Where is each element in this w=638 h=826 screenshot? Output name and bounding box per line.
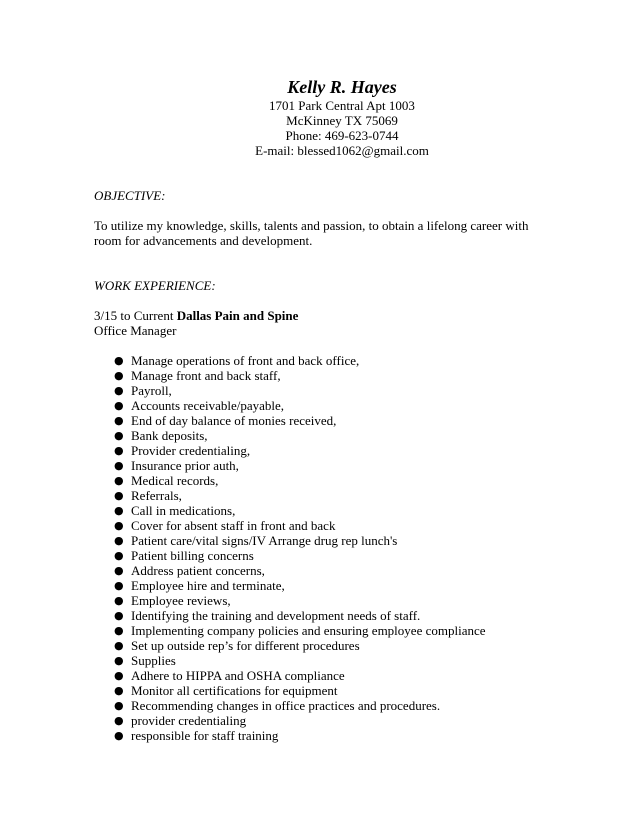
bullet-icon: ● <box>114 609 124 622</box>
duty-text: Adhere to HIPPA and OSHA compliance <box>131 668 345 683</box>
duty-item <box>94 668 546 683</box>
duty-text: Bank deposits, <box>131 428 208 443</box>
duty-item <box>94 698 546 713</box>
bullet-icon: ● <box>114 519 124 532</box>
duty-item <box>94 458 546 473</box>
bullet-icon: ● <box>114 489 124 502</box>
bullet-icon: ● <box>114 594 124 607</box>
bullet-icon: ● <box>114 639 124 652</box>
bullet-icon: ● <box>114 369 124 382</box>
bullet-icon: ● <box>114 444 124 457</box>
duty-item <box>94 413 546 428</box>
duty-item <box>94 653 546 668</box>
bullet-icon: ● <box>114 564 124 577</box>
duty-text: responsible for staff training <box>131 728 279 743</box>
duty-item <box>94 473 546 488</box>
bullet-icon: ● <box>114 399 124 412</box>
duty-text: Recommending changes in office practices and procedures. <box>131 698 441 713</box>
bullet-icon: ● <box>114 414 124 427</box>
resume-header <box>94 76 546 158</box>
duty-item <box>94 623 546 638</box>
job-dates: 3/15 to Current <box>94 308 174 323</box>
duty-text: Payroll, <box>131 383 172 398</box>
objective-heading: OBJECTIVE: <box>94 188 166 203</box>
duty-text: Employee reviews, <box>131 593 231 608</box>
duty-text: Monitor all certifications for equipment <box>131 683 338 698</box>
duty-text: Patient billing concerns <box>131 548 254 563</box>
duty-item <box>94 368 546 383</box>
bullet-icon: ● <box>114 384 124 397</box>
bullet-icon: ● <box>114 714 124 727</box>
address-line-1: 1701 Park Central Apt 1003 <box>269 98 415 113</box>
duty-item <box>94 428 546 443</box>
duty-text: Set up outside rep’s for different procedures <box>131 638 360 653</box>
bullet-icon: ● <box>114 474 124 487</box>
duty-text: Accounts receivable/payable, <box>131 398 285 413</box>
duty-item <box>94 638 546 653</box>
duty-text: Manage front and back staff, <box>131 368 281 383</box>
duty-item <box>94 353 546 368</box>
duty-text: Supplies <box>131 653 176 668</box>
job-header-line <box>94 308 546 323</box>
duty-text: Referrals, <box>131 488 182 503</box>
duty-text: End of day balance of monies received, <box>131 413 337 428</box>
bullet-icon: ● <box>114 429 124 442</box>
duty-text: Patient care/vital signs/IV Arrange drug rep lunch's <box>131 533 398 548</box>
duty-item <box>94 683 546 698</box>
duty-text: Identifying the training and development needs of staff. <box>131 608 421 623</box>
bullet-icon: ● <box>114 579 124 592</box>
candidate-name: Kelly R. Hayes <box>287 77 397 97</box>
duty-text: provider credentialing <box>131 713 247 728</box>
objective-text: To utilize my knowledge, skills, talents and passion, to obtain a lifelong career with room for advancements and development. <box>94 218 529 248</box>
bullet-icon: ● <box>114 459 124 472</box>
bullet-icon: ● <box>114 549 124 562</box>
bullet-icon: ● <box>114 354 124 367</box>
job-title: Office Manager <box>94 323 177 338</box>
duty-item <box>94 713 546 728</box>
bullet-icon: ● <box>114 684 124 697</box>
email-line: E-mail: blessed1062@gmail.com <box>255 143 429 158</box>
duty-text: Implementing company policies and ensuring employee compliance <box>131 623 486 638</box>
duty-text: Medical records, <box>131 473 219 488</box>
duty-text: Provider credentialing, <box>131 443 251 458</box>
bullet-icon: ● <box>114 669 124 682</box>
duties-list <box>94 353 546 743</box>
work-experience-heading: WORK EXPERIENCE: <box>94 278 216 293</box>
bullet-icon: ● <box>114 624 124 637</box>
duty-item <box>94 578 546 593</box>
duty-text: Employee hire and terminate, <box>131 578 285 593</box>
duty-item <box>94 563 546 578</box>
job-company: Dallas Pain and Spine <box>176 308 299 323</box>
duty-text: Manage operations of front and back office, <box>131 353 360 368</box>
duty-item <box>94 608 546 623</box>
duty-item <box>94 488 546 503</box>
duty-text: Insurance prior auth, <box>131 458 239 473</box>
duty-item <box>94 383 546 398</box>
bullet-icon: ● <box>114 504 124 517</box>
duty-item <box>94 533 546 548</box>
duty-item <box>94 548 546 563</box>
phone-line: Phone: 469-623-0744 <box>285 128 399 143</box>
duty-item <box>94 503 546 518</box>
duty-item <box>94 443 546 458</box>
duty-item <box>94 518 546 533</box>
bullet-icon: ● <box>114 534 124 547</box>
duty-item <box>94 728 546 743</box>
duty-text: Cover for absent staff in front and back <box>131 518 336 533</box>
duty-item <box>94 593 546 608</box>
duty-text: Call in medications, <box>131 503 236 518</box>
bullet-icon: ● <box>114 699 124 712</box>
bullet-icon: ● <box>114 654 124 667</box>
bullet-icon: ● <box>114 729 124 742</box>
duty-item <box>94 398 546 413</box>
duty-text: Address patient concerns, <box>131 563 265 578</box>
address-line-2: McKinney TX 75069 <box>286 113 398 128</box>
